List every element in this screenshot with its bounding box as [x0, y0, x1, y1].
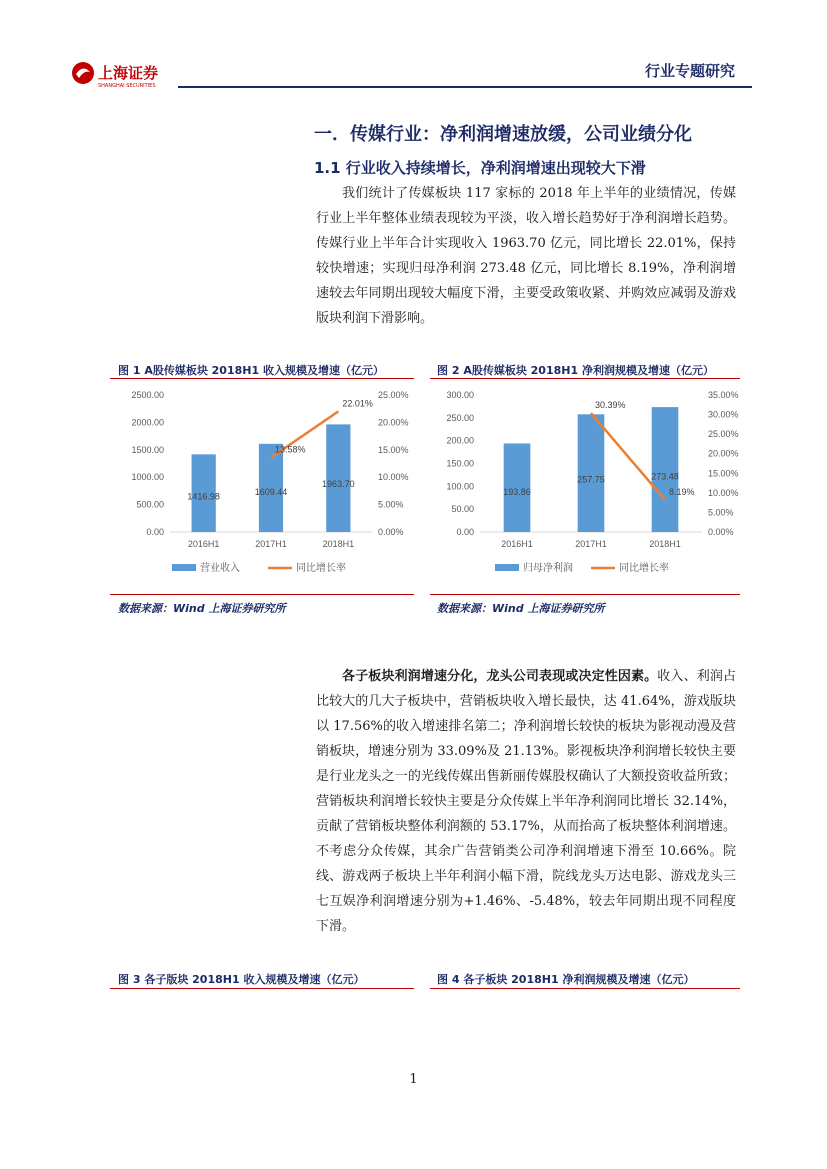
figure3-top-rule: [110, 988, 414, 989]
x-tick-label: 2017H1: [575, 539, 607, 549]
figure4-caption: 图 4 各子板块 2018H1 净利润规模及增速（亿元）: [437, 973, 695, 986]
y-tick-label: 250.00: [446, 412, 474, 423]
subsector-lead: 各子板块利润增速分化，龙头公司表现或决定性因素。: [342, 669, 658, 684]
profit-chart-svg: [430, 380, 740, 590]
bar-data-label: 193.86: [503, 486, 531, 497]
figure1-source: 数据来源：Wind 上海证券研究所: [118, 602, 286, 615]
legend-label-bar: 营业收入: [200, 563, 240, 574]
line-data-label: 8.19%: [669, 486, 695, 497]
y2-tick-label: 35.00%: [708, 390, 739, 400]
y-tick-label: 1500.00: [131, 444, 164, 455]
y2-tick-label: 25.00%: [708, 429, 739, 440]
y2-tick-label: 5.00%: [708, 507, 734, 518]
report-type-title: 行业专题研究: [644, 62, 735, 80]
y2-tick-label: 0.00%: [378, 527, 404, 537]
subsection-title: 1.1 行业收入持续增长，净利润增速出现较大下滑: [314, 159, 646, 177]
bar-data-label: 1963.70: [322, 478, 355, 489]
svg-text:上海证券: 上海证券: [98, 64, 159, 82]
y-tick-label: 150.00: [446, 458, 474, 469]
legend-swatch-bar: [495, 564, 519, 571]
profit-chart: [430, 380, 740, 590]
bar-data-label: 273.48: [651, 471, 679, 482]
legend-label-line: 同比增长率: [296, 563, 346, 574]
x-tick-label: 2016H1: [187, 539, 220, 549]
y-tick-label: 100.00: [446, 481, 474, 492]
y-tick-label: 50.00: [451, 504, 474, 515]
logo-graphic: [70, 60, 180, 90]
y2-tick-label: 15.00%: [378, 444, 409, 455]
x-tick-label: 2017H1: [255, 539, 287, 549]
section-title: 一．传媒行业：净利润增速放缓，公司业绩分化: [314, 124, 692, 145]
revenue-chart: [110, 380, 414, 590]
legend-label-line: 同比增长率: [619, 563, 669, 574]
y2-tick-label: 20.00%: [378, 417, 409, 428]
y-tick-label: 1000.00: [131, 472, 164, 483]
figure2-top-rule: [430, 378, 740, 379]
intro-text: 我们统计了传媒板块 117 家标的 2018 年上半年的业绩情况，传媒行业上半年整体业绩表现较为平淡，收入增长趋势好于净利润增长趋势。传媒行业上半年合计实现收入 1963.70 亿元，同比增长 22.01%，保持较快增速；实现归母净利润 273.48 亿元，同比增长 8.19%，净利润增速较去年同期出现较大幅度下滑，主要受政策收紧、并购效应减弱及游戏版块利润下滑影响。: [316, 186, 736, 326]
y2-tick-label: 30.00%: [708, 409, 739, 420]
bar-data-label: 1416.98: [187, 491, 220, 502]
subsector-paragraph: [316, 664, 736, 939]
intro-paragraph: [316, 181, 736, 331]
figure3-caption: 图 3 各子版块 2018H1 收入规模及增速（亿元）: [118, 973, 365, 986]
line-data-label: 22.01%: [342, 398, 373, 409]
revenue-chart-svg: [110, 380, 414, 590]
line-data-label: 13.58%: [275, 444, 306, 455]
y-tick-label: 0.00: [146, 527, 164, 537]
figure1-bottom-rule: [110, 594, 414, 595]
y-tick-label: 200.00: [446, 435, 474, 446]
subsector-body: 收入、利润占比较大的几大子板块中，营销板块收入增长最快，达 41.64%，游戏版块以 17.56%的收入增速排名第二；净利润增长较快的板块为影视动漫及营销板块，增速分别为 33.09%及 21.13%。影视板块净利润增长较快主要是行业龙头之一的光线传媒出售新丽传媒股权确认了大额投资收益所致；营销板块利润增长较快主要是分众传媒上半年净利润同比增长 32.14%，贡献了营销板块整体利润额的 53.17%，从而抬高了板块整体利润增速。不考虑分众传媒，其余广告营销类公司净利润增速下滑至 10.66%。院线、游戏两子板块上半年利润小幅下滑，院线龙头万达电影、游戏龙头三七互娱净利润增速分别为+1.46%、-5.48%，较去年同期出现不同程度下滑。: [316, 669, 736, 934]
y-tick-label: 500.00: [136, 499, 164, 510]
subsector-text: [316, 664, 736, 939]
figure2-bottom-rule: [430, 594, 740, 595]
y-tick-label: 2000.00: [131, 417, 164, 428]
legend-label-bar: 归母净利润: [523, 563, 573, 574]
legend-swatch-bar: [172, 564, 196, 571]
y2-tick-label: 10.00%: [378, 472, 409, 483]
y2-tick-label: 20.00%: [708, 448, 739, 459]
y-tick-label: 0.00: [456, 527, 474, 537]
y2-tick-label: 0.00%: [708, 527, 734, 537]
x-tick-label: 2016H1: [501, 539, 533, 549]
figure1-caption: 图 1 A股传媒板块 2018H1 收入规模及增速（亿元）: [118, 364, 384, 377]
y2-tick-label: 10.00%: [708, 487, 739, 498]
y-tick-label: 2500.00: [131, 390, 164, 400]
y-tick-label: 300.00: [446, 390, 474, 400]
figure4-top-rule: [430, 988, 740, 989]
bar-data-label: 1609.44: [254, 486, 288, 497]
y2-tick-label: 15.00%: [708, 468, 739, 479]
y2-tick-label: 5.00%: [378, 499, 404, 510]
bar: [578, 414, 605, 532]
header-rule: [178, 86, 752, 88]
company-logo: [70, 60, 180, 90]
figure2-source: 数据来源：Wind 上海证券研究所: [437, 602, 605, 615]
svg-text:SHANGHAI SECURITIES: SHANGHAI SECURITIES: [98, 83, 156, 89]
page-number: 1: [409, 1072, 418, 1087]
x-tick-label: 2018H1: [322, 539, 355, 549]
bar: [652, 407, 679, 532]
bar-data-label: 257.75: [577, 474, 605, 485]
line-data-label: 30.39%: [595, 400, 626, 411]
x-tick-label: 2018H1: [649, 539, 681, 549]
figure2-caption: 图 2 A股传媒板块 2018H1 净利润规模及增速（亿元）: [437, 364, 714, 377]
figure1-top-rule: [110, 378, 414, 379]
y2-tick-label: 25.00%: [378, 390, 409, 400]
